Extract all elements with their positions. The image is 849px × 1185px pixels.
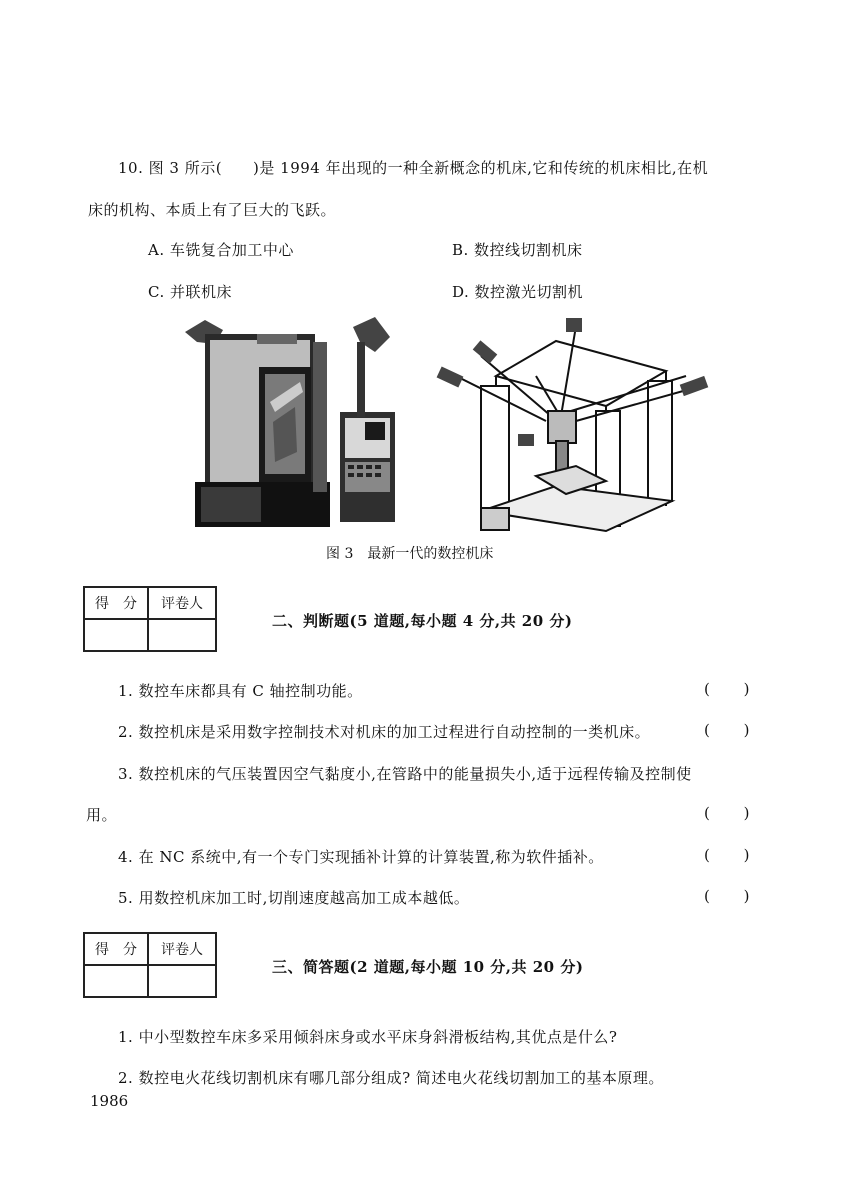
- q10-line1: 10. 图 3 所示( )是 1994 年出现的一种全新概念的机床,它和传统的机床相比,在机: [118, 159, 709, 177]
- judge-item-1: 1. 数控车床都具有 C 轴控制功能。: [118, 682, 363, 700]
- parallel-machine-figure: [436, 316, 711, 534]
- figure-caption: 图 3 最新一代的数控机床: [326, 546, 494, 562]
- short-answer-item-2: 2. 数控电火花线切割机床有哪几部分组成? 简述电火花线切割加工的基本原理。: [118, 1069, 664, 1087]
- grader-label: 评卷人: [148, 587, 216, 619]
- section2-title: 二、判断题(5 道题,每小题 4 分,共 20 分): [272, 612, 573, 630]
- judge-item-5: 5. 用数控机床加工时,切削速度越高加工成本越低。: [118, 889, 470, 907]
- answer-paren-3[interactable]: ( ): [704, 804, 750, 822]
- q10-option-b: B. 数控线切割机床: [452, 241, 583, 259]
- judge-item-4: 4. 在 NC 系统中,有一个专门实现插补计算的计算装置,称为软件插补。: [118, 848, 604, 866]
- answer-paren-2[interactable]: ( ): [704, 721, 750, 739]
- grader-cell[interactable]: [148, 619, 216, 651]
- judge-item-3: 3. 数控机床的气压装置因空气黏度小,在管路中的能量损失小,适于远程传输及控制使: [118, 765, 692, 783]
- enclosed-machine-figure: [175, 312, 410, 532]
- answer-paren-4[interactable]: ( ): [704, 846, 750, 864]
- section3-title: 三、简答题(2 道题,每小题 10 分,共 20 分): [272, 958, 584, 976]
- q10-option-c: C. 并联机床: [148, 283, 232, 301]
- score-cell[interactable]: [84, 619, 148, 651]
- grader-label: 评卷人: [148, 933, 216, 965]
- q10-line2: 床的机构、本质上有了巨大的飞跃。: [88, 201, 337, 219]
- page-number: 1986: [90, 1092, 129, 1110]
- grader-cell[interactable]: [148, 965, 216, 997]
- judge-item-2: 2. 数控机床是采用数字控制技术对机床的加工过程进行自动控制的一类机床。: [118, 723, 651, 741]
- score-label: 得 分: [84, 587, 148, 619]
- score-label: 得 分: [84, 933, 148, 965]
- q10-option-a: A. 车铣复合加工中心: [148, 241, 294, 259]
- answer-paren-1[interactable]: ( ): [704, 680, 750, 698]
- score-cell[interactable]: [84, 965, 148, 997]
- judge-item-3-cont: 用。: [86, 806, 118, 824]
- score-table-1: [83, 586, 217, 652]
- answer-paren-5[interactable]: ( ): [704, 887, 750, 905]
- score-table-2: [83, 932, 217, 998]
- short-answer-item-1: 1. 中小型数控车床多采用倾斜床身或水平床身斜滑板结构,其优点是什么?: [118, 1028, 618, 1046]
- q10-option-d: D. 数控激光切割机: [452, 283, 584, 301]
